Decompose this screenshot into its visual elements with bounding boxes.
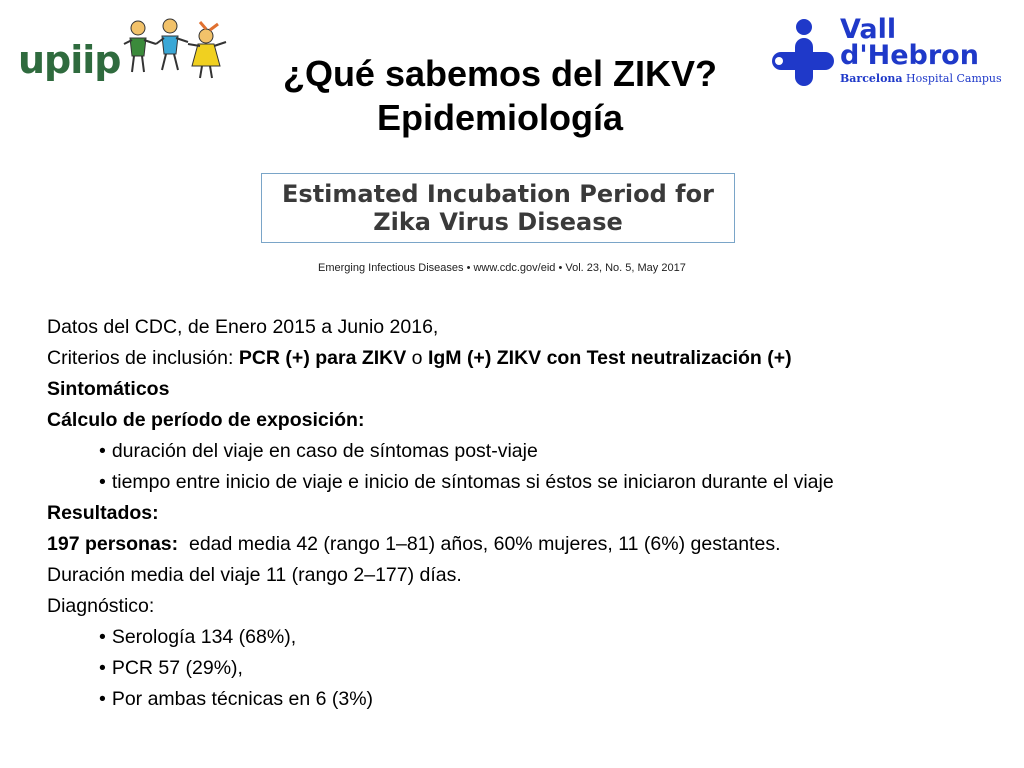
results-line: 197 personas: edad media 42 (rango 1–81) años, 60% mujeres, 11 (6%) gestantes. (47, 533, 781, 555)
exposure-bullet: • tiempo entre inicio de viaje e inicio de síntomas si éstos se iniciaron durante el viaje (47, 467, 1007, 498)
diagnosis-bullet: • Por ambas técnicas en 6 (3%) (47, 684, 1007, 715)
exposure-heading: Cálculo de período de exposición: (47, 409, 365, 431)
vall-dhebron-name-line1: Vall (840, 14, 897, 45)
slide-title-line2: Epidemiología (376, 97, 624, 138)
data-source-line: Datos del CDC, de Enero 2015 a Junio 2016, (47, 316, 439, 338)
diagnosis-bullet: • PCR 57 (29%), (47, 653, 1007, 684)
article-reference: Emerging Infectious Diseases • www.cdc.gov/eid • Vol. 23, No. 5, May 2017 (318, 262, 686, 274)
article-title-line2: Zika Virus Disease (373, 208, 623, 236)
upiip-logo-text: upiip (18, 38, 121, 82)
inclusion-criteria-line: Criterios de inclusión: PCR (+) para ZIKV o IgM (+) ZIKV con Test neutralización (+) (47, 347, 792, 369)
diagnosis-bullet: • Serología 134 (68%), (47, 622, 1007, 653)
diagnosis-heading: Diagnóstico: (47, 595, 155, 617)
slide-title (180, 52, 820, 140)
slide-body (47, 312, 1007, 715)
exposure-bullet: • duración del viaje en caso de síntomas post-viaje (47, 436, 1007, 467)
results-heading: Resultados: (47, 502, 159, 524)
vall-dhebron-subtitle: Barcelona Hospital Campus (840, 72, 1002, 85)
symptomatic-line: Sintomáticos (47, 378, 170, 400)
article-title-box (261, 173, 735, 243)
trip-duration-line: Duración media del viaje 11 (rango 2–177) días. (47, 564, 462, 586)
vall-dhebron-name-line2: d'Hebron (840, 40, 979, 71)
slide-title-line1: ¿Qué sabemos del ZIKV? (282, 53, 718, 94)
article-title-line1: Estimated Incubation Period for (282, 180, 714, 208)
